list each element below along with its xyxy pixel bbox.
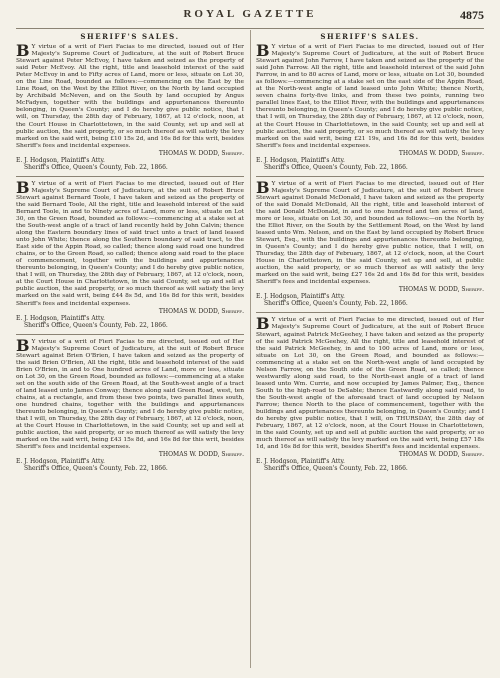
office-line: Sheriff's Office, Queen's County, Feb. 22, 1866.	[264, 163, 408, 171]
notice-divider	[256, 312, 484, 313]
drop-cap: B	[16, 177, 30, 197]
drop-cap: B	[256, 314, 270, 334]
left-column	[16, 30, 244, 670]
sheriff-signature: THOMAS W. DODD, Sheriff.	[158, 307, 244, 315]
notice-text: Y virtue of a writ of Fieri Facias to me directed, issued out of Her Majesty's Supreme Court of Judicature, at the suit of Robert Bruce Stewart against Bernard Toole, I have taken and seized as the property of the said Bernard Toole, All the right, title and leasehold interest of the said Bernard Toole, in and to Ninety acres of Land, more or less, situate on Lot 30, on the Green Road, bounded as follows:—commencing at a stake set at the South-west angle of a tract of land recently held by John Calvin; thence along the Eastern boundary lines of said tract unto a tract of land leased unto John White; thence along the Southern boundary of said tract, to the East side of the Appin Road, so called; thence along said road one hundred chains, or to the Green Road, so called; thence along said road to the place of commencement, together with the buildings and appurtenances thereunto belonging, in Queen's County; and I do hereby give public notice, that I will, on Thursday, the 28th day of February, 1867, at 12 o'clock, noon, at the Court House in Charlottetown, in the said County, set up and sell at public auction, the said property, or so much thereof as will satisfy the levy marked on the said writ, being £44 8s 5d, and 16s 8d for this writ, besides Sheriff's fees and incidental expenses.	[16, 180, 244, 307]
sheriff-signature: THOMAS W. DODD, Sheriff.	[398, 149, 484, 157]
page-header	[16, 8, 484, 26]
office-line: Sheriff's Office, Queen's County, Feb. 22, 1866.	[24, 465, 168, 473]
attorney-line: E. J. Hodgson, Plaintiff's Atty.	[256, 156, 345, 164]
sheriff-signature: THOMAS W. DODD, Sheriff.	[158, 149, 244, 157]
sheriff-signature: THOMAS W. DODD, Sheriff.	[398, 451, 484, 459]
sale-notice	[256, 314, 484, 473]
notice-divider	[16, 176, 244, 177]
sheriff-signature: THOMAS W. DODD, Sheriff.	[158, 451, 244, 459]
attorney-line: E. J. Hodgson, Plaintiff's Atty.	[16, 156, 105, 164]
sale-notice	[16, 335, 244, 473]
office-line: Sheriff's Office, Queen's County, Feb. 22, 1866.	[24, 163, 168, 171]
office-line: Sheriff's Office, Queen's County, Feb. 22, 1866.	[24, 321, 168, 329]
sale-notice	[256, 177, 484, 308]
sheriff-signature: THOMAS W. DODD, Sheriff.	[398, 286, 484, 294]
attorney-line: E. J. Hodgson, Plaintiff's Atty.	[256, 458, 345, 466]
page-number: 4875	[460, 8, 484, 22]
notice-text: Y virtue of a writ of Fieri Facias to me directed, issued out of Her Majesty's Supreme Court of Judicature, at the suit of Robert Bruce Stewart against Brien O'Brien, I have taken and seized as the property of the said Brien O'Brien, All the right, title and leasehold interest of the said Brien O'Brien, in and to One hundred acres of Land, more or less, situate on Lot 30, on the Green Road, bounded as follows:—commencing at a stake set on the south side of the Green Road, at the South-west angle of a tract of land leased unto James Conway; thence along said Green Road, west, ten chains, at a rectangle, and from these two points, two parallel lines south, one hundred chains, together with the buildings and appurtenances thereunto belonging, in Queen's County; and I do hereby give public notice, that I will, on Thursday, the 28th day of February, 1867, at 12 o'clock, noon, at the Court House in Charlottetown, in the said County, set up and sell at public auction, the said property, or so much thereof as will satisfy the levy marked on the said writ, being £43 15s 8d, and 16s 8d for this writ, besides Sheriff's fees and incidental expenses.	[16, 338, 244, 451]
notice-text: Y virtue of a writ of Fieri Facias to me directed, issued out of Her Majesty's Supreme Court of Judicature, at the suit of Robert Bruce Stewart against Donald McDonald, I have taken and seized as the property of the said Donald McDonald, All the right, title and leasehold interest of the said Donald McDonald, in and to one hundred and ten acres of land, more or less, situate on Lot 30, and bounded as follows:—on the North by the Elliot River, on the South by the Settlement Road, on the West by land leased unto Wm. Nelson, and on the East by land occupied by Robert Bruce Stewart, Esq., with the buildings and appurtenances thereunto belonging, in Queen's County; and I do hereby give public notice, that I will, on Thursday, the 28th day of February, 1867, at 12 o'clock, noon, at the Court House in Charlottetown, in the said County, set up and sell, at public auction, the said property, or so much thereof as will satisfy the levy marked on the said writ, being £27 16s 2d and 16s 8d for this writ, besides Sheriff's fees and incidental expenses.	[256, 180, 484, 286]
attorney-line: E. J. Hodgson, Plaintiff's Atty.	[256, 293, 345, 301]
sale-notice	[256, 41, 484, 171]
column-title: SHERIFF'S SALES.	[320, 32, 420, 41]
column-title: SHERIFF'S SALES.	[80, 32, 180, 41]
drop-cap: B	[256, 177, 270, 197]
right-column	[256, 30, 484, 670]
drop-cap: B	[16, 335, 30, 355]
notice-text: Y virtue of a writ of Fieri Facias to me directed, issued out of Her Majesty's Supreme Court of Judicature, at the suit of Robert Bruce Stewart, against Patrick McGeehey, I have taken and seized as the property of the said Patrick McGeehey, All the right, title and leasehold interest of the said Patrick McGeehey, in and to 100 acres of Land, more or less, situate on Lot 30, on the Green Road, and bounded as follows:—commencing at a stake set on the North-west angle of land occupied by Nelson Farrow, on the South side of the Green Road, so called; thence westwardly along said road, to the North-east angle of a tract of land leased unto Wm. Currie, and now occupied by James Palmer, Esq., thence South to the high-road to DeSable; thence Eastwardly along said road, to the South-west angle of the aforesaid tract of land occupied by Nelson Farrow; thence North to the place of commencement, together with the buildings and appurtenances thereunto belonging, in Queen's County; and I do hereby give public notice, that I will, on THURSDAY, the 28th day of February, 1867, at 12 o'clock, noon, at the Court House in Charlottetown, in the said County, set up and sell at public auction the said property, or so much thereof as will satisfy the levy marked on the said writ, being £57 18s 1d, and 16s 8d for this writ, besides Sheriff's fees and incidental expenses.	[256, 317, 484, 451]
notice-text: Y virtue of a writ of Fieri Facias to me directed, issued out of Her Majesty's Supreme Court of Judicature, at the suit of Robert Bruce Stewart against John Farrow, I have taken and seized as the property of the said John Farrow. All the right, title and leasehold interest of the said John Farrow, in and to 80 acres of Land, more or less, situate on Lot 30, bounded as follows:—commencing at a stake set on the east side of the Appin Road, at the North-west angle of land leased unto John White; thence North, seven chains forty-five links, and from these two points, running two parallel lines East, to the Elliot River, with the buildings and appurtenances thereunto belonging, in Queen's County; and I do hereby give public notice, that I will, on Thursday, the 28th day of February, 1867, at 12 o'clock, noon, at the Court House in Charlottetown, in the said County, set up and sell at public auction, the said property, or so much thereof as will satisfy the levy marked on the said writ, being £21 19s, and 16s 8d for this writ, besides Sheriff's fees and incidental expenses.	[256, 44, 484, 149]
office-line: Sheriff's Office, Queen's County, Feb. 22, 1866.	[264, 465, 408, 473]
running-title: ROYAL GAZETTE	[183, 8, 317, 20]
attorney-line: E. J. Hodgson, Plaintiff's Atty.	[16, 458, 105, 466]
notice-divider	[16, 334, 244, 335]
attorney-line: E. J. Hodgson, Plaintiff's Atty.	[16, 314, 105, 322]
column-separator	[250, 30, 251, 668]
office-line: Sheriff's Office, Queen's County, Feb. 22, 1866.	[264, 300, 408, 308]
header-rule	[16, 28, 484, 29]
notice-text: Y virtue of a writ of Fieri Facias to me directed, issued out of Her Majesty's Supreme Court of Judicature, at the suit of Robert Bruce Stewart against Peter McEvoy, I have taken and seized as the property of said Peter McEvoy. All the right, title and leasehold interest of the said Peter McEvoy in and to Fifty acres of Land, more or less, situate on Lot 30, on the Line Road, bounded as follows:—commencing on the East by the Line Road, on the West by the Elliot River, on the North by land occupied by Archibald McNeven, and on the South by land occupied by Angus McFadyen, together with the buildings and appurtenances thereunto belonging, in Queen's County; and I do hereby give public notice, that I will, on Thursday, the 28th day of February, 1867, at 12 o'clock, noon, at the Court House in Charlottetown, in the said County, set up and sell at public auction, the said property, or so much thereof as will satisfy the levy marked on the said writ, being £10 15s 2d, and 16s 8d for this writ, besides Sheriff's fees and incidental expenses.	[16, 44, 244, 149]
sale-notice	[16, 177, 244, 329]
drop-cap: B	[256, 41, 270, 60]
sale-notice	[16, 41, 244, 171]
drop-cap: B	[16, 41, 30, 60]
notice-divider	[256, 176, 484, 177]
